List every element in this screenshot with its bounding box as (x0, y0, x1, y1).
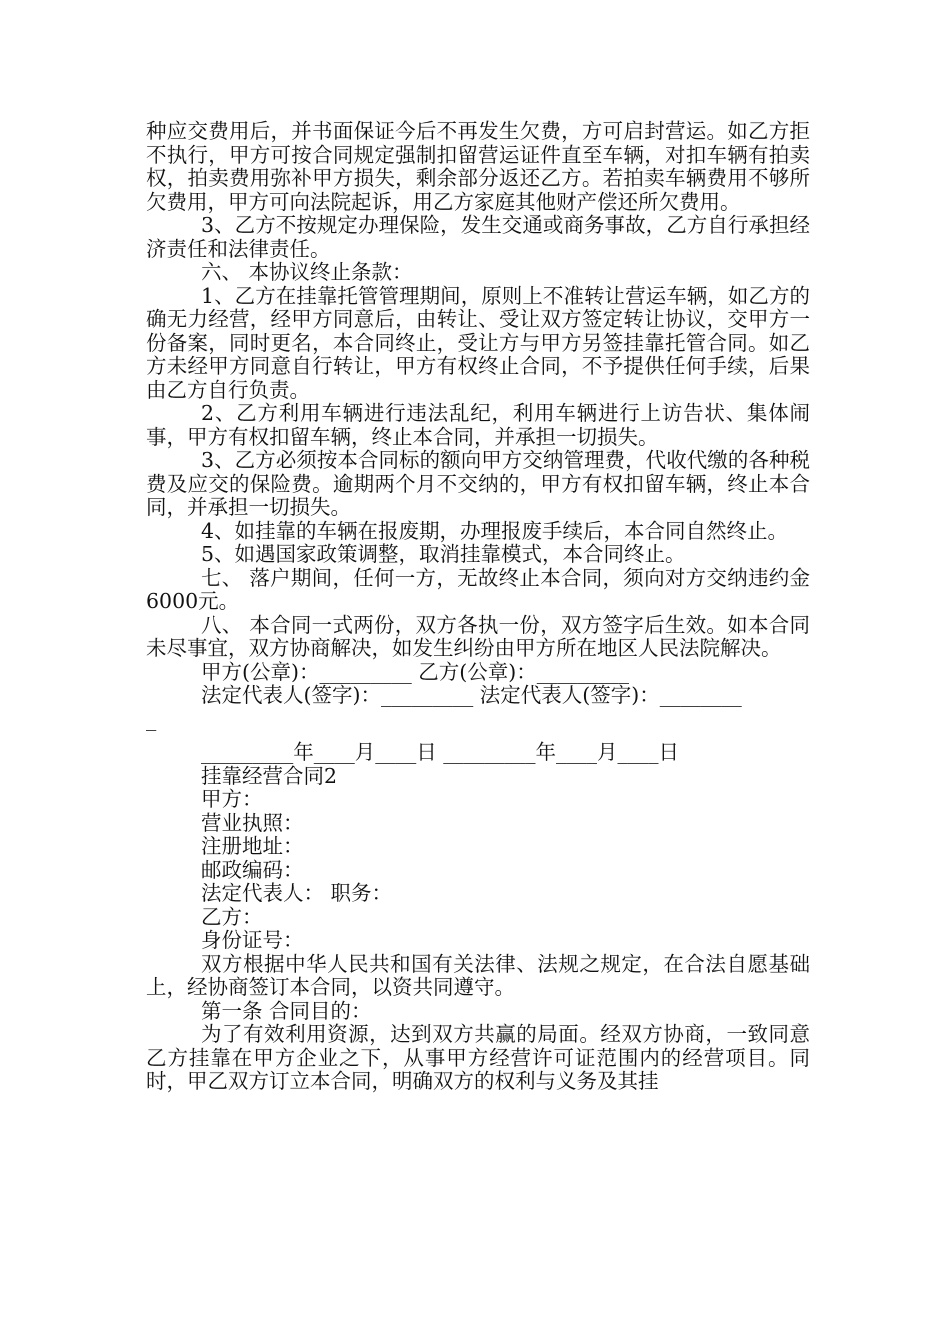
paragraph-article-one: 为了有效利用资源，达到双方共赢的局面。经双方协商，一致同意乙方挂靠在甲方企业之下，从事甲方经营许可证范围内的经营项目。同时，甲乙双方订立本合同，明确双方的权利与义务及其挂 (146, 1022, 810, 1093)
article-one-heading: 第一条 合同目的： (201, 998, 372, 1023)
second-contract-title: 挂靠经营合同2 (201, 763, 338, 788)
paragraph-termination-1: 1、乙方在挂靠托管管理期间，原则上不准转让营运车辆，如乙方的确无力经营，经甲方同意后，由转让、受让双方签定转让协议，交甲方一份备案，同时更名，本合同终止，受让方与甲方另签挂靠托管合同。如乙方未经甲方同意自行转让，甲方有权终止合同，不予提供任何手续，后果由乙方自行负责。 (146, 283, 810, 402)
paragraph-section-eight: 八、 本合同一式两份，双方各执一份，双方签字后生效。如本合同未尽事宜，双方协商解决，如发生纠纷由甲方所在地区人民法院解决。 (146, 612, 810, 660)
paragraph-termination-3: 3、乙方必须按本合同标的额向甲方交纳管理费，代收代缴的各种税费及应交的保险费。逾期两个月不交纳的，甲方有权扣留车辆，终止本合同，并承担一切损失。 (146, 448, 810, 519)
signature-seal-line: 甲方(公章)：_________ 乙方(公章)：_________ (201, 659, 630, 684)
field-postal-code: 邮政编码： (201, 857, 304, 882)
paragraph-termination-2: 2、乙方利用车辆进行违法乱纪，利用车辆进行上访告状、集体闹事，甲方有权扣留车辆，终止本合同，并承担一切损失。 (146, 401, 810, 449)
paragraph-termination-5: 5、如遇国家政策调整，取消挂靠模式，本合同终止。 (201, 542, 686, 566)
field-id-number: 身份证号： (201, 928, 304, 952)
paragraph-insurance: 3、乙方不按规定办理保险，发生交通或商务事故，乙方自行承担经济责任和法律责任。 (146, 213, 810, 261)
field-party-a: 甲方： (201, 787, 263, 811)
field-business-license: 营业执照： (201, 810, 304, 835)
signature-representative-tail: _ (146, 706, 157, 731)
field-party-b: 乙方： (201, 904, 263, 929)
field-registered-address: 注册地址： (201, 834, 304, 858)
document-body (146, 120, 810, 1094)
paragraph-preamble: 双方根据中华人民共和国有关法律、法规之规定，在合法自愿基础上，经协商签订本合同，以资共同遵守。 (146, 951, 810, 999)
paragraph-termination-4: 4、如挂靠的车辆在报废期，办理报废手续后，本合同自然终止。 (201, 518, 789, 543)
signature-representative-line: 法定代表人(签字)：_________ 法定代表人(签字)：________ (201, 683, 742, 707)
field-legal-representative: 法定代表人： 职务： (201, 881, 393, 905)
signature-date-line: _________年____月____日 _________年____月____日 (201, 740, 680, 764)
paragraph-section-seven: 七、 落户期间，任何一方，无故终止本合同，须向对方交纳违约金6000元。 (146, 565, 810, 613)
paragraph-overdue-fees: 种应交费用后，并书面保证今后不再发生欠费，方可启封营运。如乙方拒不执行，甲方可按合同规定强制扣留营运证件直至车辆，对扣车辆有拍卖权，拍卖费用弥补甲方损失，剩余部分返还乙方。若拍卖车辆费用不够所欠费用，甲方可向法院起诉，用乙方家庭其他财产偿还所欠费用。 (146, 119, 810, 214)
section-heading-termination: 六、 本协议终止条款： (201, 260, 413, 284)
